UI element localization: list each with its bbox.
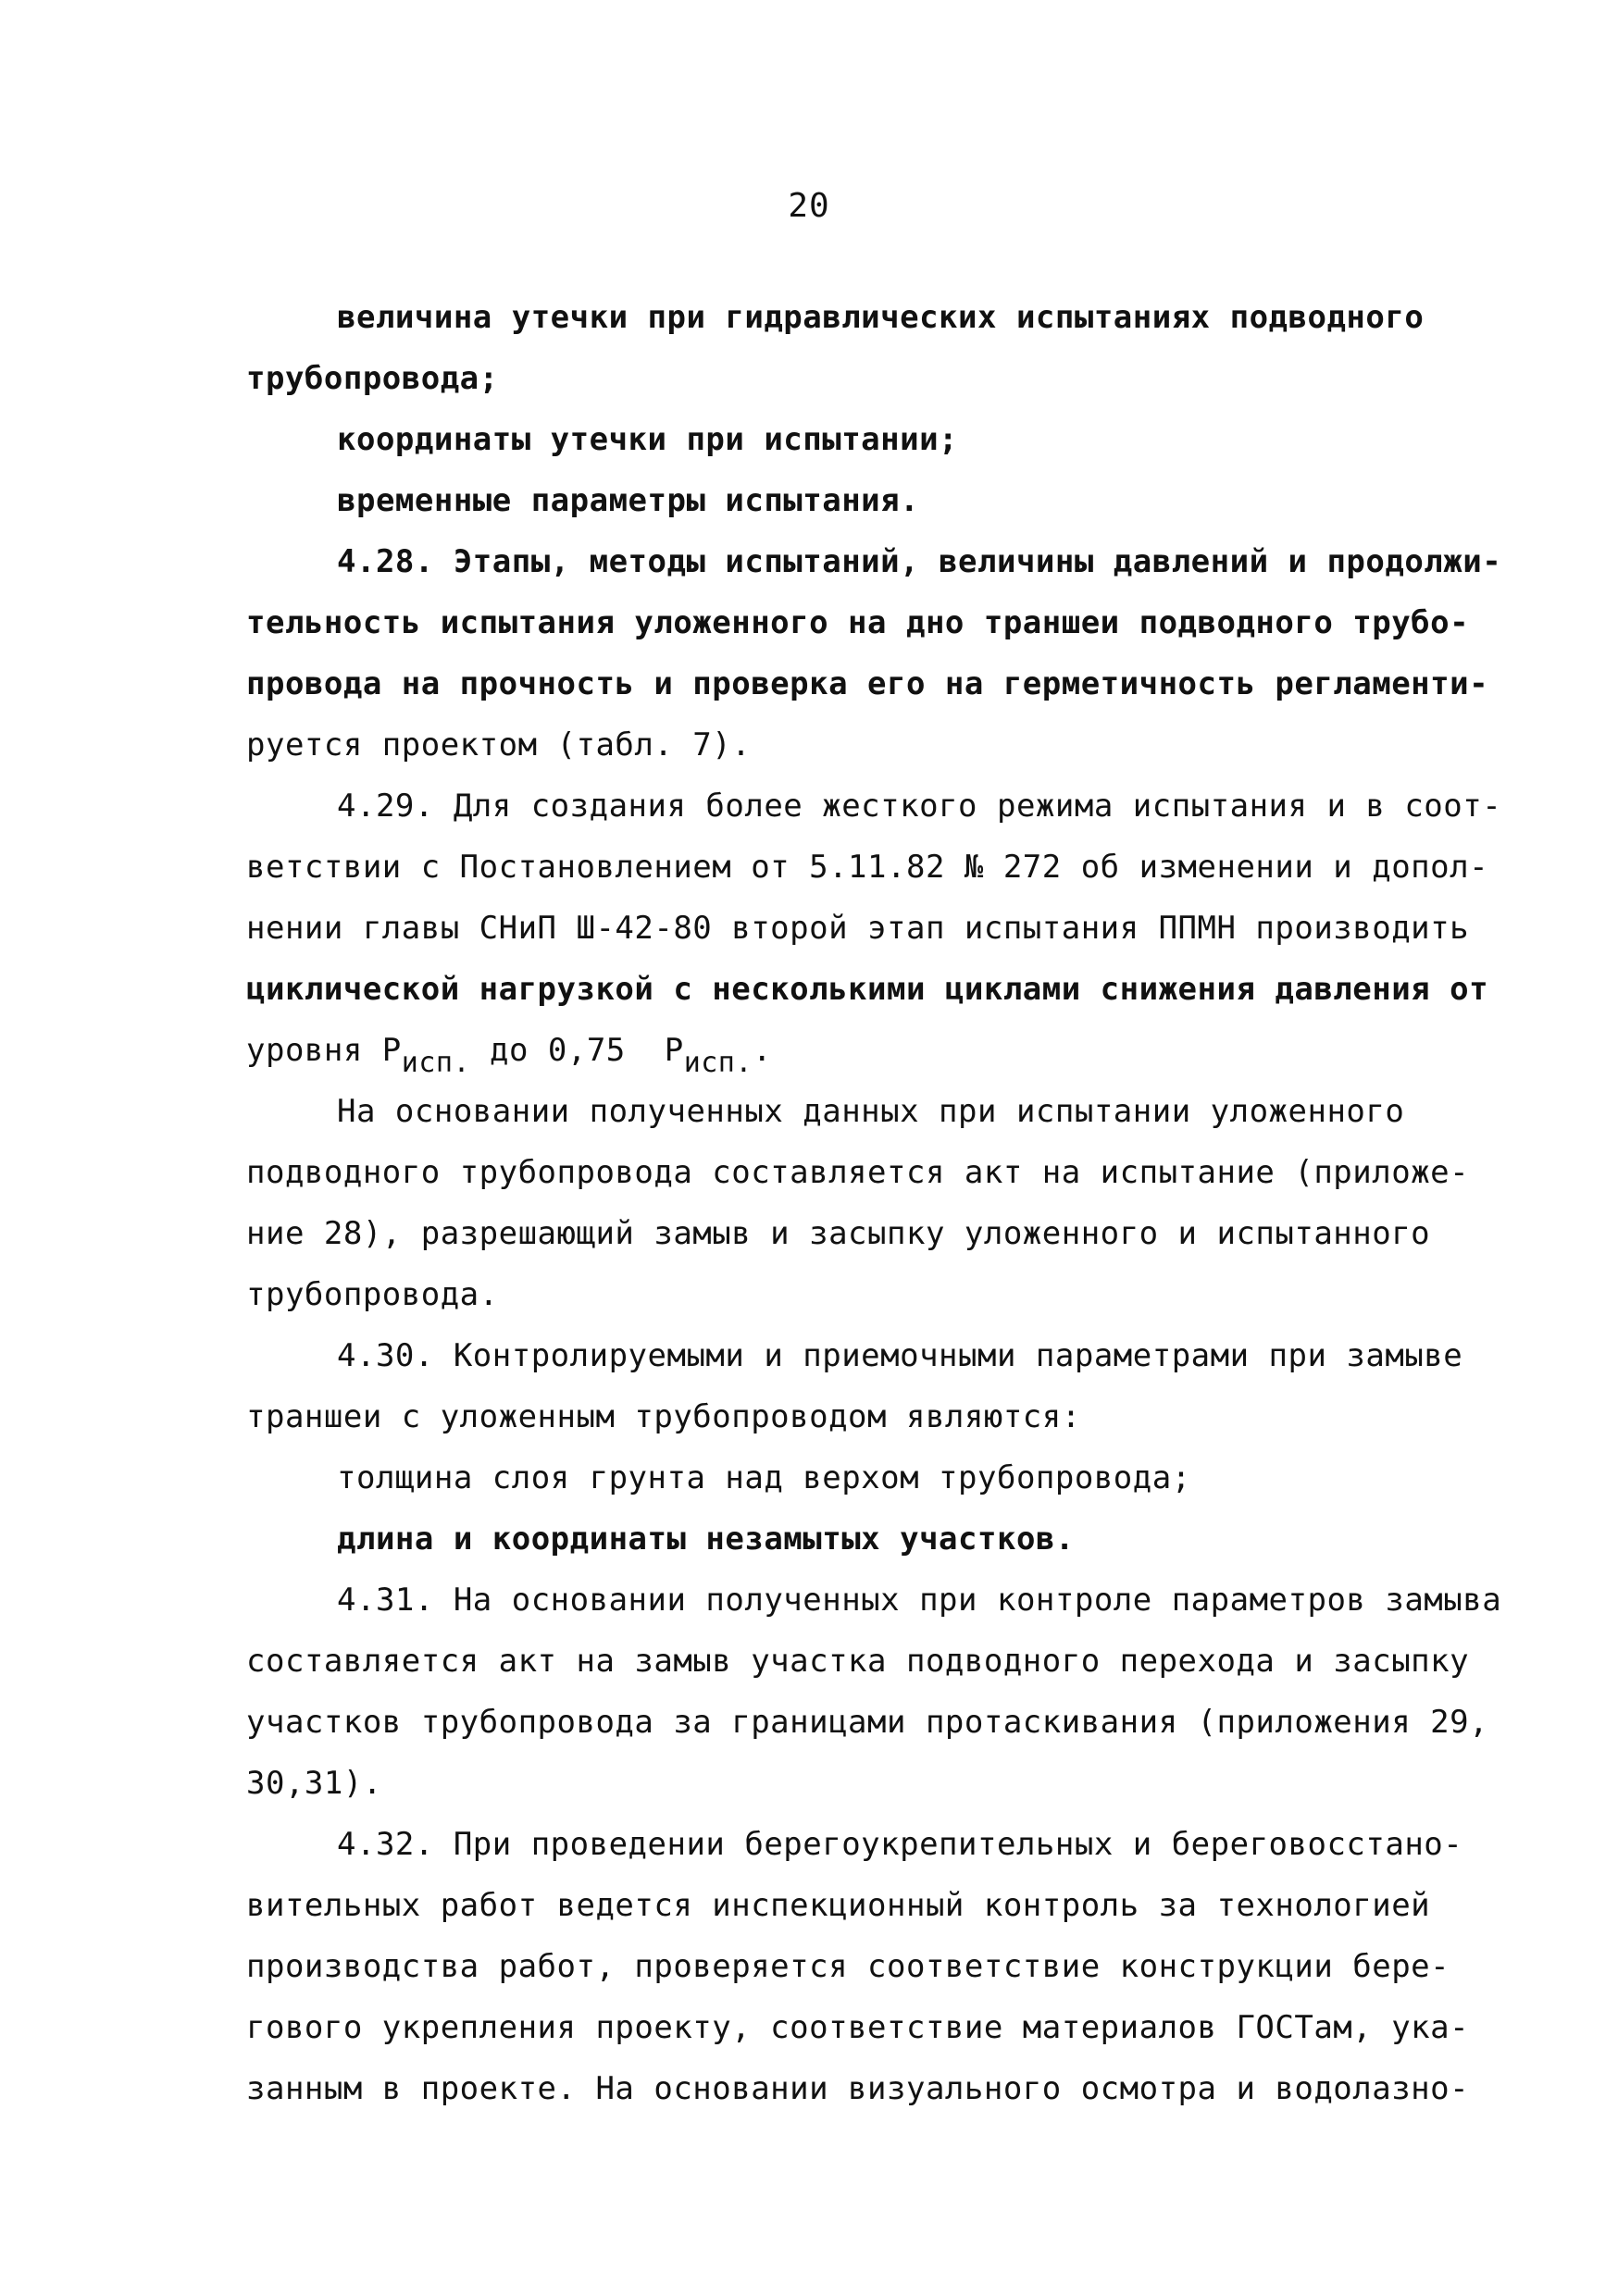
text-line: гового укрепления проекту, соответствие материалов ГОСТам, ука-: [246, 2009, 1470, 2046]
text-line: циклической нагрузкой с несколькими циклами снижения давления от: [246, 971, 1489, 1008]
formula-prefix: уровня Р: [246, 1032, 402, 1069]
formula-subscript: исп.: [401, 1047, 471, 1079]
text-line: подводного трубопровода составляется акт на испытание (приложе-: [246, 1154, 1470, 1191]
text-line: длина и координаты незамытых участков.: [337, 1520, 1075, 1558]
text-line: 30,31).: [246, 1765, 382, 1802]
text-line: составляется акт на замыв участка подводного перехода и засыпку: [246, 1643, 1470, 1680]
text-line: ветствии с Постановлением от 5.11.82 № 272 об изменении и допол-: [246, 849, 1489, 886]
text-line: 4.32. При проведении берегоукрепительных и береговосстано-: [337, 1826, 1463, 1863]
text-line: толщина слоя грунта над верхом трубопровода;: [337, 1459, 1191, 1496]
document-body: [246, 287, 1502, 2119]
text-line: 4.28. Этапы, методы испытаний, величины давлений и продолжи-: [337, 543, 1502, 580]
text-line: участков трубопровода за границами протаскивания (приложения 29,: [246, 1704, 1489, 1741]
text-line: ние 28), разрешающий замыв и засыпку уложенного и испытанного: [246, 1215, 1431, 1252]
text-line: провода на прочность и проверка его на герметичность регламенти-: [246, 665, 1489, 702]
text-line: 4.31. На основании полученных при контроле параметров замыва: [337, 1582, 1502, 1619]
page-number: 20: [788, 187, 830, 225]
text-line: руется проектом (табл. 7).: [246, 726, 752, 763]
text-line: занным в проекте. На основании визуального осмотра и водолазно-: [246, 2070, 1470, 2107]
text-line: 4.30. Контролируемыми и приемочными параметрами при замыве: [337, 1337, 1463, 1374]
text-line: производства работ, проверяется соответствие конструкции бере-: [246, 1948, 1450, 1985]
text-line: нении главы СНиП Ш-42-80 второй этап испытания ППМН производить: [246, 910, 1470, 947]
text-line-formula: [246, 1020, 1468, 1081]
formula-suffix: .: [752, 1032, 772, 1069]
text-line: трубопровода;: [246, 360, 499, 397]
formula-subscript: исп.: [683, 1047, 753, 1079]
text-line: На основании полученных данных при испытании уложенного: [337, 1093, 1405, 1130]
text-line: координаты утечки при испытании;: [337, 421, 959, 458]
text-line: временные параметры испытания.: [337, 482, 920, 519]
text-line: вительных работ ведется инспекционный контроль за технологией: [246, 1887, 1431, 1924]
text-line: тельность испытания уложенного на дно траншеи подводного трубо-: [246, 604, 1470, 641]
text-line: трубопровода.: [246, 1276, 499, 1313]
text-line: величина утечки при гидравлических испытаниях подводного: [337, 299, 1425, 336]
formula-middle: до 0,75 Р: [470, 1032, 684, 1069]
text-line: траншеи с уложенным трубопроводом являются:: [246, 1398, 1081, 1435]
text-line: 4.29. Для создания более жесткого режима испытания и в соот-: [337, 788, 1502, 825]
